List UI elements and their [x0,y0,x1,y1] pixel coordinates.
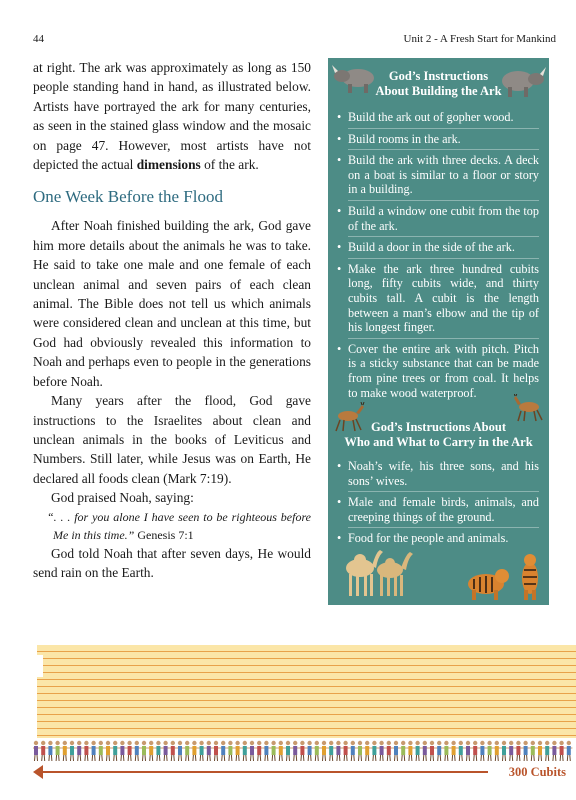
person-figure [133,741,140,761]
person-figure [83,741,90,761]
instruction-item: • Food for the people and animals. [348,531,539,549]
instruction-item: • Male and female birds, animals, and creeping things of the ground. [348,495,539,528]
instruction-item: • Build a door in the side of the ark. [348,240,539,259]
instruction-item: • Cover the entire ark with pitch. Pitch is a sticky substance that can be made from pine trees or from coal. It helps to make wood waterproof. [348,342,539,403]
person-figure [443,741,450,761]
person-figure [306,741,313,761]
person-figure [126,741,133,761]
instruction-item: • Noah’s wife, his three sons, and his sons’ wives. [348,459,539,492]
person-figure [385,741,392,761]
person-figure [284,741,291,761]
person-figure [220,741,227,761]
person-figure [155,741,162,761]
measure-line [41,771,488,773]
person-figure [464,741,471,761]
instruction-item: • Build rooms in the ark. [348,132,539,151]
person-figure [544,741,551,761]
person-figure [40,741,47,761]
person-figure [176,741,183,761]
person-figure [68,741,75,761]
person-figure [349,741,356,761]
person-figure [76,741,83,761]
cubits-label: 300 Cubits [508,765,566,779]
instruction-item: • Build the ark out of gopher wood. [348,110,539,129]
instructions-sidebar [328,58,549,605]
person-figure [335,741,342,761]
cargo-instructions-list [328,459,549,549]
scripture-reference: Genesis 7:1 [137,527,194,542]
person-figure [356,741,363,761]
person-figure [450,741,457,761]
rhino-icon [332,62,378,94]
person-figure [565,741,572,761]
person-figure [104,741,111,761]
person-figure [234,741,241,761]
main-column [33,58,311,582]
person-figure [47,741,54,761]
person-figure [436,741,443,761]
person-figure [227,741,234,761]
instruction-item: • Make the ark three hundred cubits long, fifty cubits wide, and thirty cubits tall. A cubit is the length between a man’s elbow and the tip of his longest finger. [348,262,539,339]
person-figure [313,741,320,761]
person-figure [414,741,421,761]
person-figure [320,741,327,761]
person-figure [198,741,205,761]
person-figure [428,741,435,761]
gazelle-icon [331,402,365,432]
person-figure [407,741,414,761]
paragraph-clean-unclean: Many years after the flood, God gave instructions to the Israelites about clean and unclean animals in the books of Leviticus and Numbers. Still later, while Jesus was on Earth, He declared all foods clean (Mark 7:19). [33,393,311,486]
instruction-item: • Build a window one cubit from the top of the ark. [348,204,539,237]
person-figure [529,741,536,761]
gazelle-icon [514,394,546,422]
person-figure [162,741,169,761]
person-figure [248,741,255,761]
building-instructions-list [328,110,549,403]
person-figure [292,741,299,761]
page-header [33,33,556,47]
person-figure [140,741,147,761]
paragraph-praise: God praised Noah, saying: [51,490,194,506]
person-figure [536,741,543,761]
paragraph-rain: God told Noah that after seven days, He would send rain on the Earth. [33,545,311,580]
ark-length-ruler [37,645,576,738]
ruler-notch [33,655,43,677]
person-figure [500,741,507,761]
person-figure [472,741,479,761]
instruction-item: • Build the ark with three decks. A deck on a boat is similar to a floor or story in a building. [348,153,539,201]
person-figure [421,741,428,761]
person-figure [457,741,464,761]
people-line-illustration [33,738,576,762]
person-figure [97,741,104,761]
unit-title: Unit 2 - A Fresh Start for Mankind [403,33,556,45]
person-figure [364,741,371,761]
paragraph-intro: at right. The ark was approximately as long as 150 people standing hand in hand, as illustrated below. Artists have portrayed the ark for many centuries, as seen in the stained glass window and the mosaic on page 47. However, most artists have not depicted the actual dimensions of the ark. [33,60,311,173]
person-figure [515,741,522,761]
person-figure [61,741,68,761]
person-figure [558,741,565,761]
person-figure [277,741,284,761]
person-figure [378,741,385,761]
rhino-icon [498,64,546,98]
dimensions-term: dimensions [136,157,201,173]
person-figure [54,741,61,761]
person-figure [205,741,212,761]
person-figure [212,741,219,761]
person-figure [479,741,486,761]
box-title-building: God’s Instructions About Building the Ark [375,69,502,98]
paragraph-animals: After Noah finished building the ark, God gave him more details about the animals he was to take. He said to take one male and one female of each unclean animal and seven pairs of each clean animal. The Bible does not tell us which animals were considered clean and unclean at this time, but God had obviously revealed this information to Noah and perhaps even to people in the generations before Noah. [33,218,311,389]
person-figure [486,741,493,761]
person-figure [263,741,270,761]
person-figure [270,741,277,761]
person-figure [328,741,335,761]
person-figure [371,741,378,761]
person-figure [169,741,176,761]
person-figure [256,741,263,761]
box-title-cargo: God’s Instructions About Who and What to Carry in the Ark [344,420,533,450]
person-figure [493,741,500,761]
person-figure [119,741,126,761]
cubits-measure [33,764,576,780]
person-figure [299,741,306,761]
section-title: One Week Before the Flood [33,187,223,207]
person-figure [90,741,97,761]
tiger-icon [458,552,548,602]
person-figure [551,741,558,761]
person-figure [112,741,119,761]
person-figure [508,741,515,761]
person-figure [400,741,407,761]
scripture-quote: “. . . for you alone I have seen to be righteous before Me in this time.” Genesis 7:1 [47,509,311,542]
person-figure [392,741,399,761]
person-figure [184,741,191,761]
camel-icon [336,542,416,600]
person-figure [342,741,349,761]
person-figure [241,741,248,761]
person-figure [522,741,529,761]
page-number: 44 [33,33,44,45]
person-figure [191,741,198,761]
person-figure [148,741,155,761]
person-figure [33,741,40,761]
